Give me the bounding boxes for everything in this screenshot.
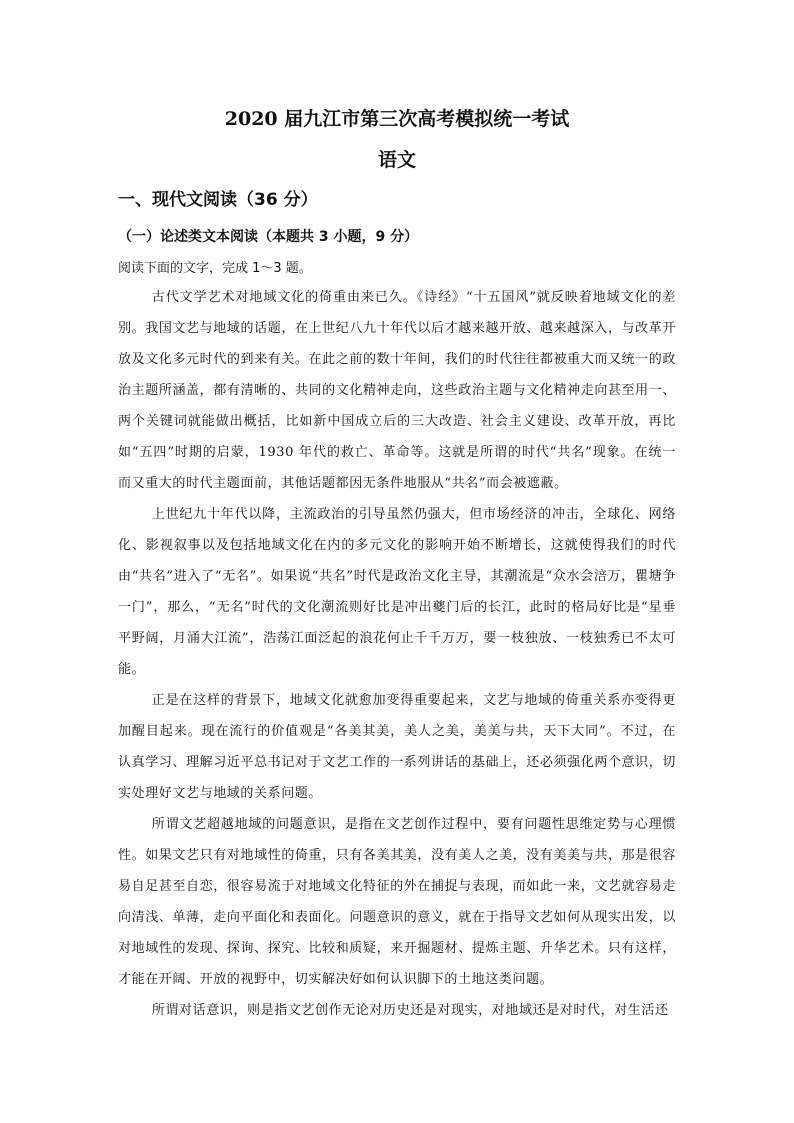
document-subject: 语文 bbox=[377, 149, 416, 171]
article-paragraph: 所谓对话意识，则是指文艺创作无论对历史还是对现实，对地域还是对时代，对生活还 bbox=[151, 1003, 669, 1018]
article-paragraph: 正是在这样的背景下，地域文化就愈加变得重要起来，文艺与地域的倚重关系亦变得更加醒目起来。现在流行的价值观是“各美其美，美人之美，美美与共，天下大同”。不过，在认真学习、理解习近平总书记对于文艺工作的一系列讲话的基础上，还必须强化两个意识，切实处理好文艺与地域的关系问题。 bbox=[118, 693, 676, 801]
document-title: 2020 届九江市第三次高考模拟统一考试 bbox=[224, 108, 570, 130]
article-paragraph: 上世纪九十年代以降，主流政治的引导虽然仍强大，但市场经济的冲击，全球化、网络化、影视叙事以及包括地域文化在内的多元文化的影响开始不断增长，这就使得我们的时代由“共名”进入了“无名”。如果说“共名”时代是政治文化主导，其潮流是“众水会涪万，瞿塘争一门”，那么，“无名”时代的文化潮流则好比是冲出夔门后的长江，此时的格局好比是“星垂平野阔，月涌大江流”，浩荡江面泛起的浪花何止千千万万，要一枝独放、一枝独秀已不太可能。 bbox=[118, 507, 676, 677]
article-body bbox=[118, 282, 676, 1026]
article-paragraph: 所谓文艺超越地域的问题意识，是指在文艺创作过程中，要有问题性思维定势与心理惯性。如果文艺只有对地域性的倚重，只有各美其美，没有美人之美，没有美美与共，那是很容易自足甚至自恋，很容易流于对地域文化特征的外在捕捉与表现，而如此一来，文艺就容易走向清浅、单薄，走向平面化和表面化。问题意识的意义，就在于指导文艺如何从现实出发，以对地域性的发现、探询、探究、比较和质疑，来开掘题材、提炼主题、升华艺术。只有这样，才能在开阔、开放的视野中，切实解决好如何认识脚下的土地这类问题。 bbox=[118, 817, 676, 987]
reading-instruction: 阅读下面的文字，完成 1～3 题。 bbox=[118, 261, 312, 276]
section-subheading: （一）论述类文本阅读（本题共 3 小题，9 分） bbox=[118, 229, 419, 245]
article-paragraph: 古代文学艺术对地域文化的倚重由来已久。《诗经》“十五国风”就反映着地域文化的差别。我国文艺与地域的话题，在上世纪八九十年代以后才越来越开放、越来越深入，与改革开放及文化多元时代的到来有关。在此之前的数十年间，我们的时代往往都被重大而又统一的政治主题所涵盖，都有清晰的、共同的文化精神走向，这些政治主题与文化精神走向甚至用一、两个关键词就能做出概括，比如新中国成立后的三大改造、社会主义建设、改革开放，再比如“五四”时期的启蒙，1930 年代的救亡、革命等。这就是所谓的时代“共名”现象。在统一而又重大的时代主题面前，其他话题都因无条件地服从“共名”而会被遮蔽。 bbox=[118, 290, 676, 491]
section-heading: 一、现代文阅读（36 分） bbox=[118, 190, 318, 210]
